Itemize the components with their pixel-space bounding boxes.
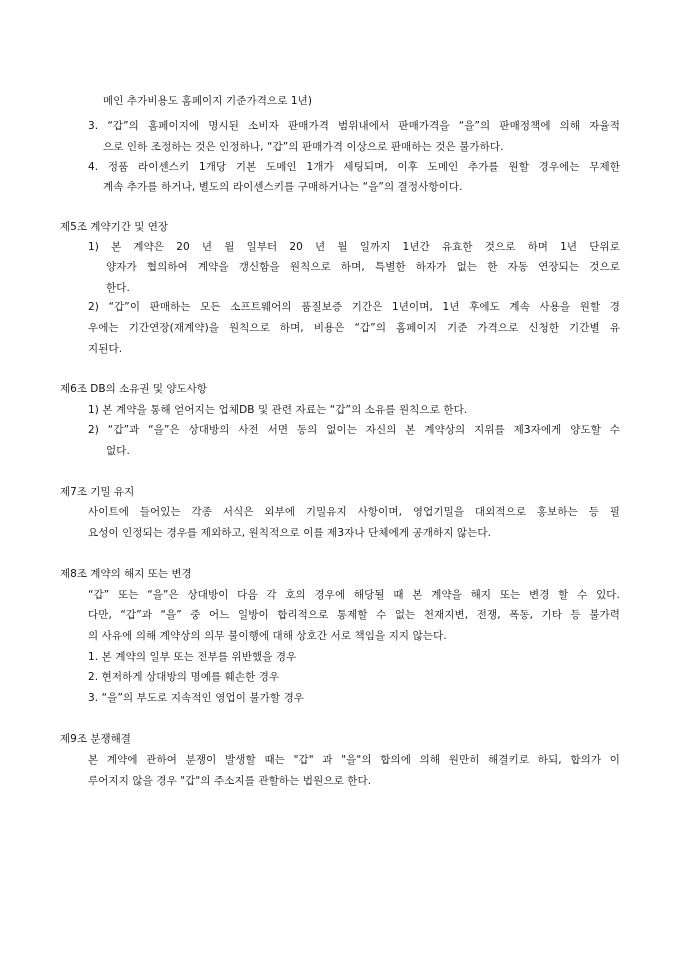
- article-5-p2-line1: 2) “갑”이 판매하는 모든 소프트웨어의 품질보증 기간은 1년이며, 1년 후에도 계속 사용을 원할 경: [88, 301, 620, 313]
- article-5-p1-line1: 1) 본 계약은 20 년 월 일부터 20 년 월 일까지 1년간 유효한 것으로 하며 1년 단위로: [88, 241, 620, 253]
- article-8-item3: 3. “을”의 부도로 지속적인 영업이 불가할 경우: [88, 692, 305, 704]
- article-5-p1-line2: 양자가 협의하여 계약을 갱신함을 원칙으로 하며, 특별한 하자가 없는 한 자동 연장되는 것으로: [106, 261, 620, 273]
- article-6-p2-line1: 2) “갑”과 “을”은 상대방의 사전 서면 동의 없이는 자신의 본 계약상의 지위를 제3자에게 양도할 수: [88, 424, 620, 436]
- intro-item4-line1: 4. 정품 라이센스키 1개당 기본 도메인 1개가 세팅되며, 이후 도메인 추가를 원할 경우에는 무제한: [88, 161, 620, 173]
- article-8-line3: 의 사유에 의해 계약상의 의무 불이행에 대해 상호간 서로 책임을 지지 않는다.: [88, 630, 447, 642]
- article-8-line2: 다만, “갑”과 “을” 중 어느 일방이 합리적으로 통제할 수 없는 천재지변, 전쟁, 폭동, 기타 등 불가력: [88, 609, 620, 621]
- article-9-line1: 본 계약에 관하여 분쟁이 발생할 때는 "갑" 과 "을"의 합의에 의해 원만히 해결키로 하되, 합의가 이: [88, 754, 620, 766]
- article-5-heading: 제5조 계약기간 및 연장: [60, 221, 168, 233]
- article-8-item2: 2. 현저하게 상대방의 명예를 훼손한 경우: [88, 671, 280, 683]
- article-8-item1: 1. 본 계약의 일부 또는 전부를 위반했을 경우: [88, 651, 297, 663]
- article-5-p1-line3: 한다.: [106, 282, 130, 294]
- article-7-line1: 사이트에 들어있는 각종 서식은 외부에 기밀유지 사항이며, 영업기밀을 대외적으로 홍보하는 등 필: [88, 506, 620, 518]
- article-9-line2: 루어지지 않을 경우 "갑"의 주소지를 관할하는 법원으로 한다.: [88, 775, 372, 787]
- article-8-line1: “갑” 또는 “을”은 상대방이 다음 각 호의 경우에 해당될 때 본 계약을 해지 또는 변경 할 수 있다.: [88, 589, 620, 601]
- article-7-heading: 제7조 기밀 유지: [60, 486, 135, 498]
- article-5-p2-line3: 지된다.: [88, 343, 123, 355]
- intro-continuation-line: 메인 추가비용도 홈페이지 기준가격으로 1년): [103, 95, 313, 107]
- article-6-p1: 1) 본 계약을 통해 얻어지는 업체DB 및 관련 자료는 “갑”의 소유를 원칙으로 한다.: [88, 404, 468, 416]
- article-9-heading: 제9조 분쟁해결: [60, 733, 131, 745]
- article-6-heading: 제6조 DB의 소유권 및 양도사항: [60, 383, 207, 395]
- intro-item3-line1: 3. “갑”의 홈페이지에 명시된 소비자 판매가격 범위내에서 판매가격을 “을”의 판매정책에 의해 자율적: [88, 120, 620, 132]
- article-8-heading: 제8조 계약의 해지 또는 변경: [60, 568, 192, 580]
- article-5-p2-line2: 우에는 기간연장(재계약)을 원칙으로 하며, 비용은 “갑”의 홈페이지 기준 가격으로 신청한 기간별 유: [88, 322, 620, 334]
- article-7-line2: 요성이 인정되는 경우를 제외하고, 원칙적으로 이를 제3자나 단체에게 공개하지 않는다.: [88, 527, 492, 539]
- article-6-p2-line2: 없다.: [106, 445, 130, 457]
- intro-item4-line2: 계속 추가를 하거나, 별도의 라이센스키를 구매하거나는 “을”의 결정사항이다.: [103, 181, 463, 193]
- intro-item3-line2: 으로 인하 조정하는 것은 인정하나, “갑”의 판매가격 이상으로 판매하는 것은 불가하다.: [103, 141, 504, 153]
